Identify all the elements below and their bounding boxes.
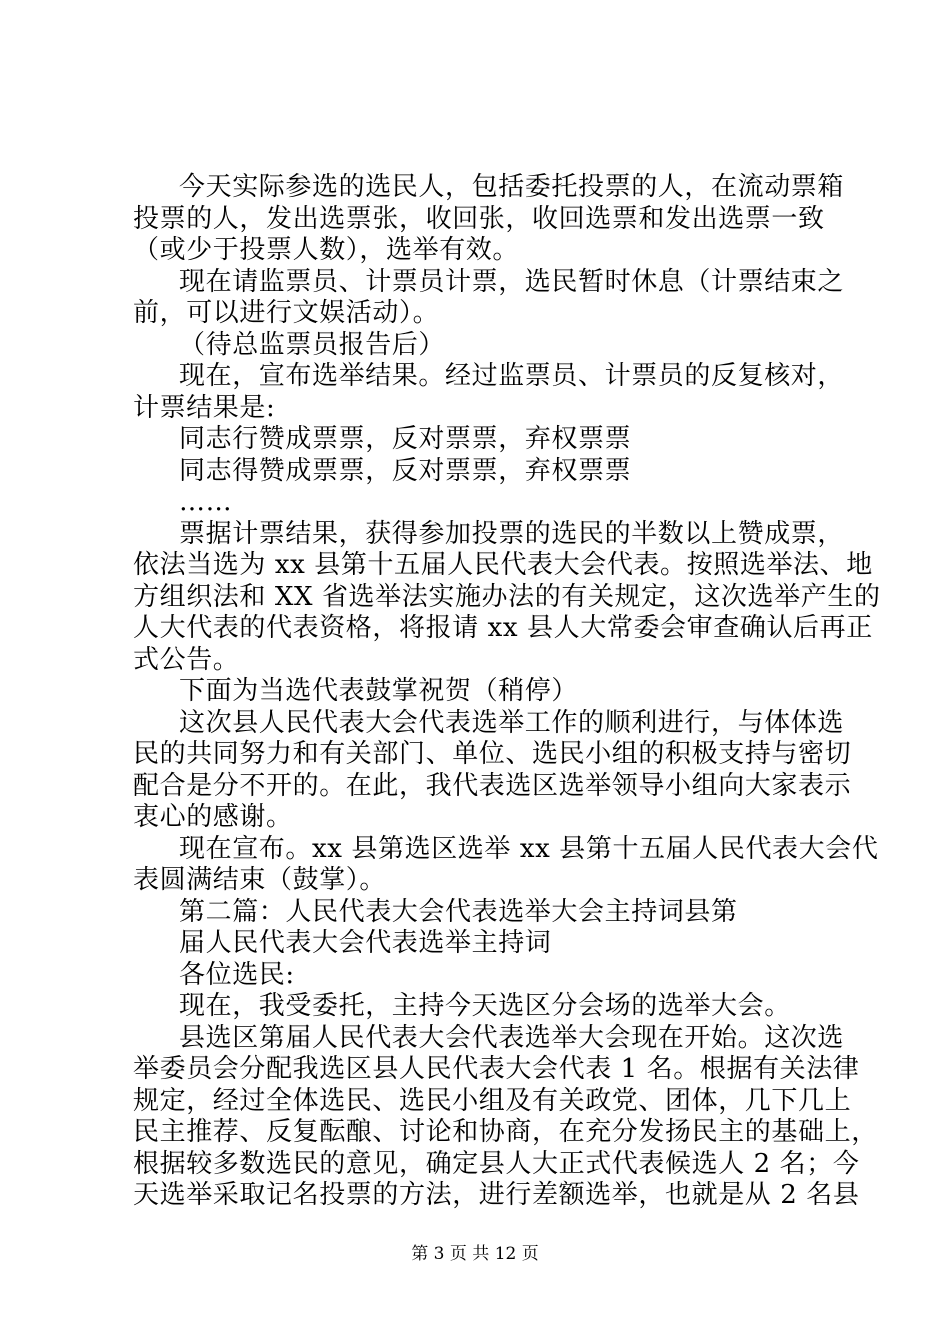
text-line: 县选区第届人民代表大会代表选举大会现在开始。这次选 [179, 1022, 845, 1053]
text-line: 这次县人民代表大会代表选举工作的顺利进行，与体体选 [179, 707, 845, 738]
text-line: 式公告。 [133, 644, 240, 675]
text-line: 同志得赞成票票，反对票票，弃权票票 [179, 455, 632, 486]
text-line: 现在，宣布选举结果。经过监票员、计票员的反复核对， [179, 361, 845, 391]
text-line: 同志行赞成票票，反对票票，弃权票票 [179, 424, 632, 454]
text-line: 表圆满结束（鼓掌）。 [133, 865, 387, 895]
text-line: …… [179, 487, 233, 517]
text-line: 下面为当选代表鼓掌祝贺（稍停） [179, 676, 579, 706]
text-line: 配合是分不开的。在此，我代表选区选举领导小组向大家表示 [133, 770, 852, 801]
text-line: 衷心的感谢。 [133, 802, 293, 832]
text-line: 民的共同努力和有关部门、单位、选民小组的积极支持与密切 [133, 739, 852, 769]
text-line: 计票结果是: [133, 392, 276, 423]
document-body [133, 172, 881, 1212]
text-line: 依法当选为 xx 县第十五届人民代表大会代表。按照选举法、地 [133, 550, 873, 580]
text-line: 天选举采取记名投票的方法，进行差额选举，也就是从 2 名县 [133, 1180, 860, 1210]
text-line: 民主推荐、反复酝酿、讨论和协商，在充分发扬民主的基础上， [133, 1117, 878, 1147]
page-footer: 第 3 页 共 12 页 [411, 1244, 539, 1264]
text-line: 规定，经过全体选民、选民小组及有关政党、团体，几下几上 [133, 1085, 852, 1116]
text-line: 届人民代表大会代表选举主持词 [179, 928, 552, 958]
text-line: 今天实际参选的选民人，包括委托投票的人，在流动票箱 [179, 172, 845, 202]
text-line: 方组织法和 XX 省选举法实施办法的有关规定，这次选举产生的 [133, 581, 881, 612]
text-line: 第二篇：人民代表大会代表选举大会主持词县第 [179, 896, 738, 927]
text-line: （或少于投票人数），选举有效。 [133, 235, 520, 265]
text-line: 票据计票结果，获得参加投票的选民的半数以上赞成票， [179, 518, 845, 549]
text-line: 现在请监票员、计票员计票，选民暂时休息（计票结束之 [179, 266, 845, 297]
text-line: 投票的人，发出选票张，收回张，收回选票和发出选票一致 [133, 203, 825, 234]
text-line: 各位选民: [179, 959, 295, 990]
text-line: 举委员会分配我选区县人民代表大会代表 1 名。根据有关法律 [133, 1054, 860, 1084]
text-line: 人大代表的代表资格，将报请 xx 县人大常委会审查确认后再正 [133, 613, 873, 643]
text-line: （待总监票员报告后） [179, 329, 446, 360]
text-line: 现在宣布。xx 县第选区选举 xx 县第十五届人民代表大会代 [179, 833, 879, 864]
text-line: 前，可以进行文娱活动）。 [133, 298, 440, 328]
text-line: 现在，我受委托，主持今天选区分会场的选举大会。 [179, 991, 791, 1021]
text-line: 根据较多数选民的意见，确定县人大正式代表候选人 2 名；今 [133, 1148, 860, 1179]
